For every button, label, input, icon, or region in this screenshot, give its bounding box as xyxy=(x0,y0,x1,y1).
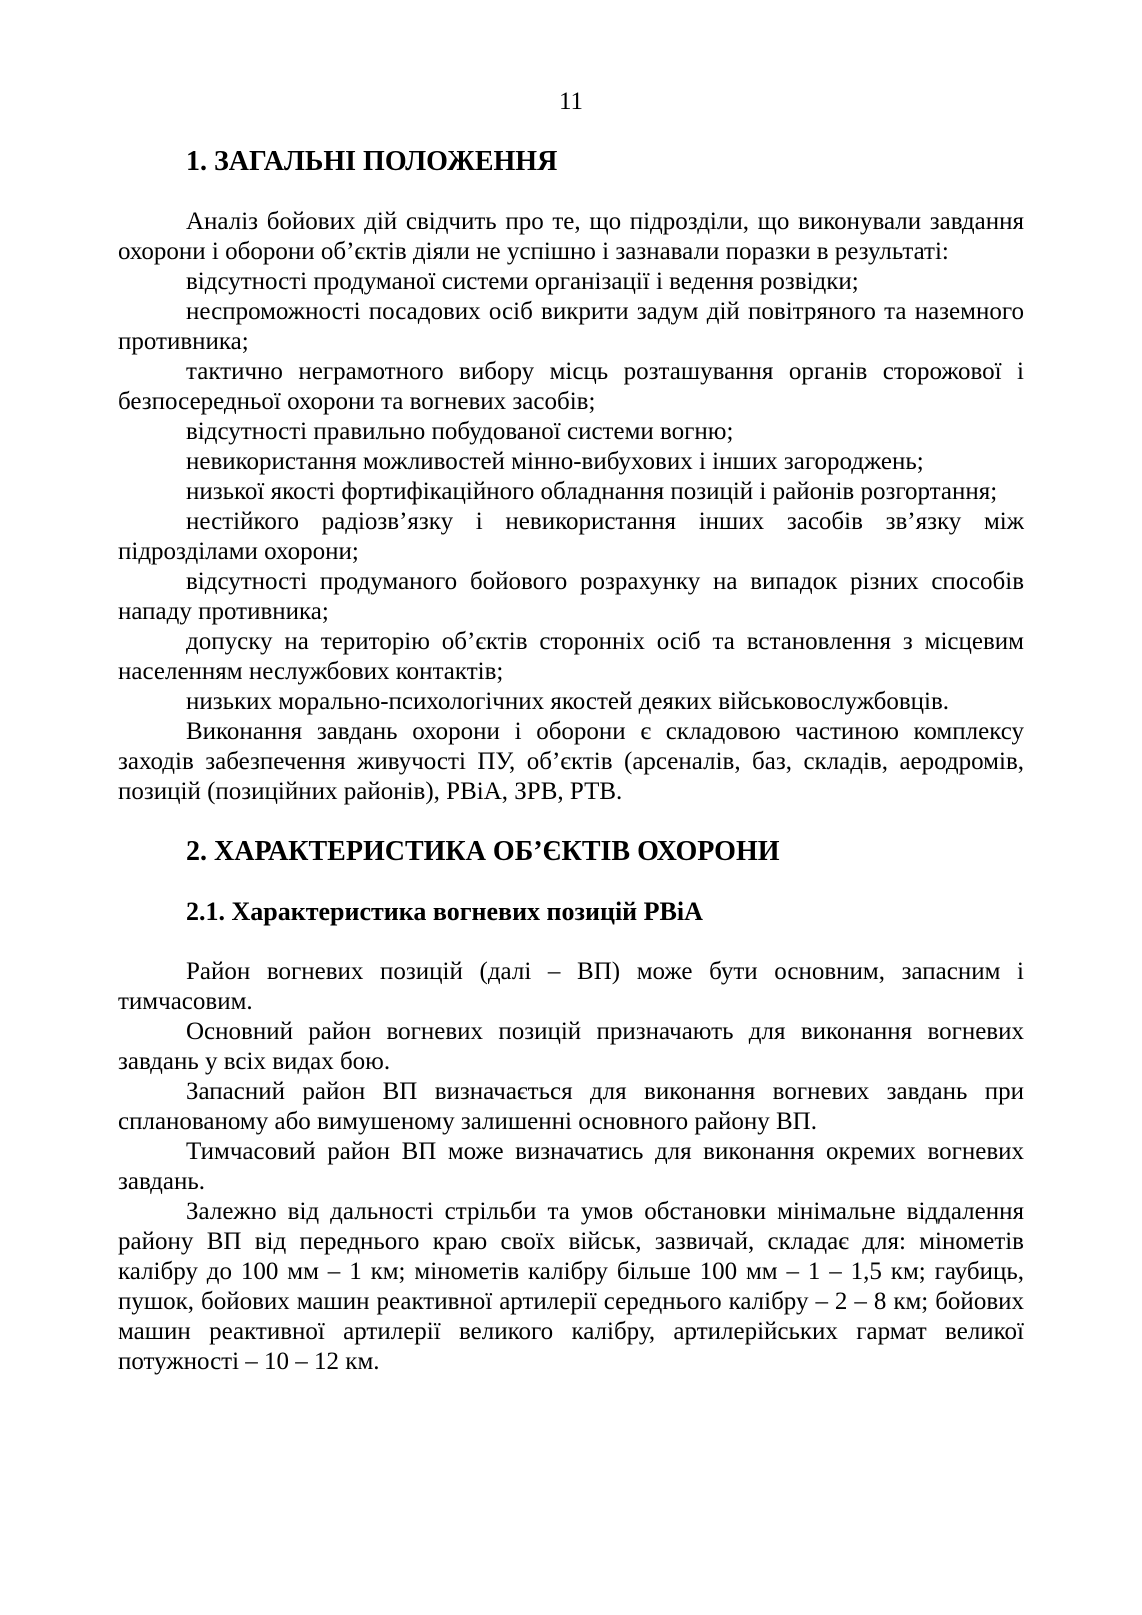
intro-paragraph: Аналіз бойових дій свідчить про те, що підрозділи, що виконували завдання охорони і оборони об’єктів діяли не успішно і зазнавали поразки в результаті: xyxy=(118,208,1024,265)
cause-item: відсутності продуманої системи організації і ведення розвідки; xyxy=(186,268,859,295)
cause-item: неспроможності посадових осіб викрити задум дій повітряного та наземного противника; xyxy=(118,298,1024,355)
cause-item: невикористання можливостей мінно-вибухових і інших загороджень; xyxy=(186,448,924,475)
body-paragraph: Залежно від дальності стрільби та умов обстановки мінімальне віддалення району ВП від переднього краю своїх військ, зазвичай, складає для: мінометів калібру до 100 мм – 1 км; мінометів калібру більше 100 мм – 1 – 1,5 км; гаубиць, пушок, бойових машин реактивної артилерії середнього калібру – 2 – 8 км; бойових машин реактивної артилерії великого калібру, артилерійських гармат великої потужності – 10 – 12 км. xyxy=(118,1198,1024,1375)
body-paragraph: Тимчасовий район ВП може визначатись для виконання окремих вогневих завдань. xyxy=(118,1138,1024,1195)
cause-item: допуску на територію об’єктів сторонніх осіб та встановлення з місцевим населенням неслужбових контактів; xyxy=(118,628,1024,685)
body-paragraph: Основний район вогневих позицій призначають для виконання вогневих завдань у всіх видах бою. xyxy=(118,1018,1024,1075)
summary-paragraph: Виконання завдань охорони і оборони є складовою частиною комплексу заходів забезпечення живучості ПУ, об’єктів (арсеналів, баз, складів, аеродромів, позицій (позиційних районів), РВіА, ЗРВ, РТВ. xyxy=(118,718,1024,805)
body-paragraph: Район вогневих позицій (далі – ВП) може бути основним, запасним і тимчасовим. xyxy=(118,958,1024,1015)
page-number: 11 xyxy=(558,88,584,115)
cause-item: низьких морально-психологічних якостей деяких військовослужбовців. xyxy=(186,688,950,715)
section-2-1-heading: 2.1. Характеристика вогневих позицій РВіА xyxy=(186,897,703,926)
cause-item: нестійкого радіозв’язку і невикористання інших засобів зв’язку між підрозділами охорони; xyxy=(118,508,1024,565)
body-paragraph: Запасний район ВП визначається для виконання вогневих завдань при спланованому або вимушеному залишенні основного району ВП. xyxy=(118,1078,1024,1135)
cause-item: низької якості фортифікаційного обладнання позицій і районів розгортання; xyxy=(186,478,998,505)
section-1-heading: 1. ЗАГАЛЬНІ ПОЛОЖЕННЯ xyxy=(186,146,558,177)
section-2-heading: 2. ХАРАКТЕРИСТИКА ОБ’ЄКТІВ ОХОРОНИ xyxy=(186,836,780,867)
cause-item: тактично неграмотного вибору місць розташування органів сторожової і безпосередньої охорони та вогневих засобів; xyxy=(118,358,1024,415)
cause-item: відсутності продуманого бойового розрахунку на випадок різних способів нападу противника; xyxy=(118,568,1024,625)
cause-item: відсутності правильно побудованої системи вогню; xyxy=(186,418,734,445)
